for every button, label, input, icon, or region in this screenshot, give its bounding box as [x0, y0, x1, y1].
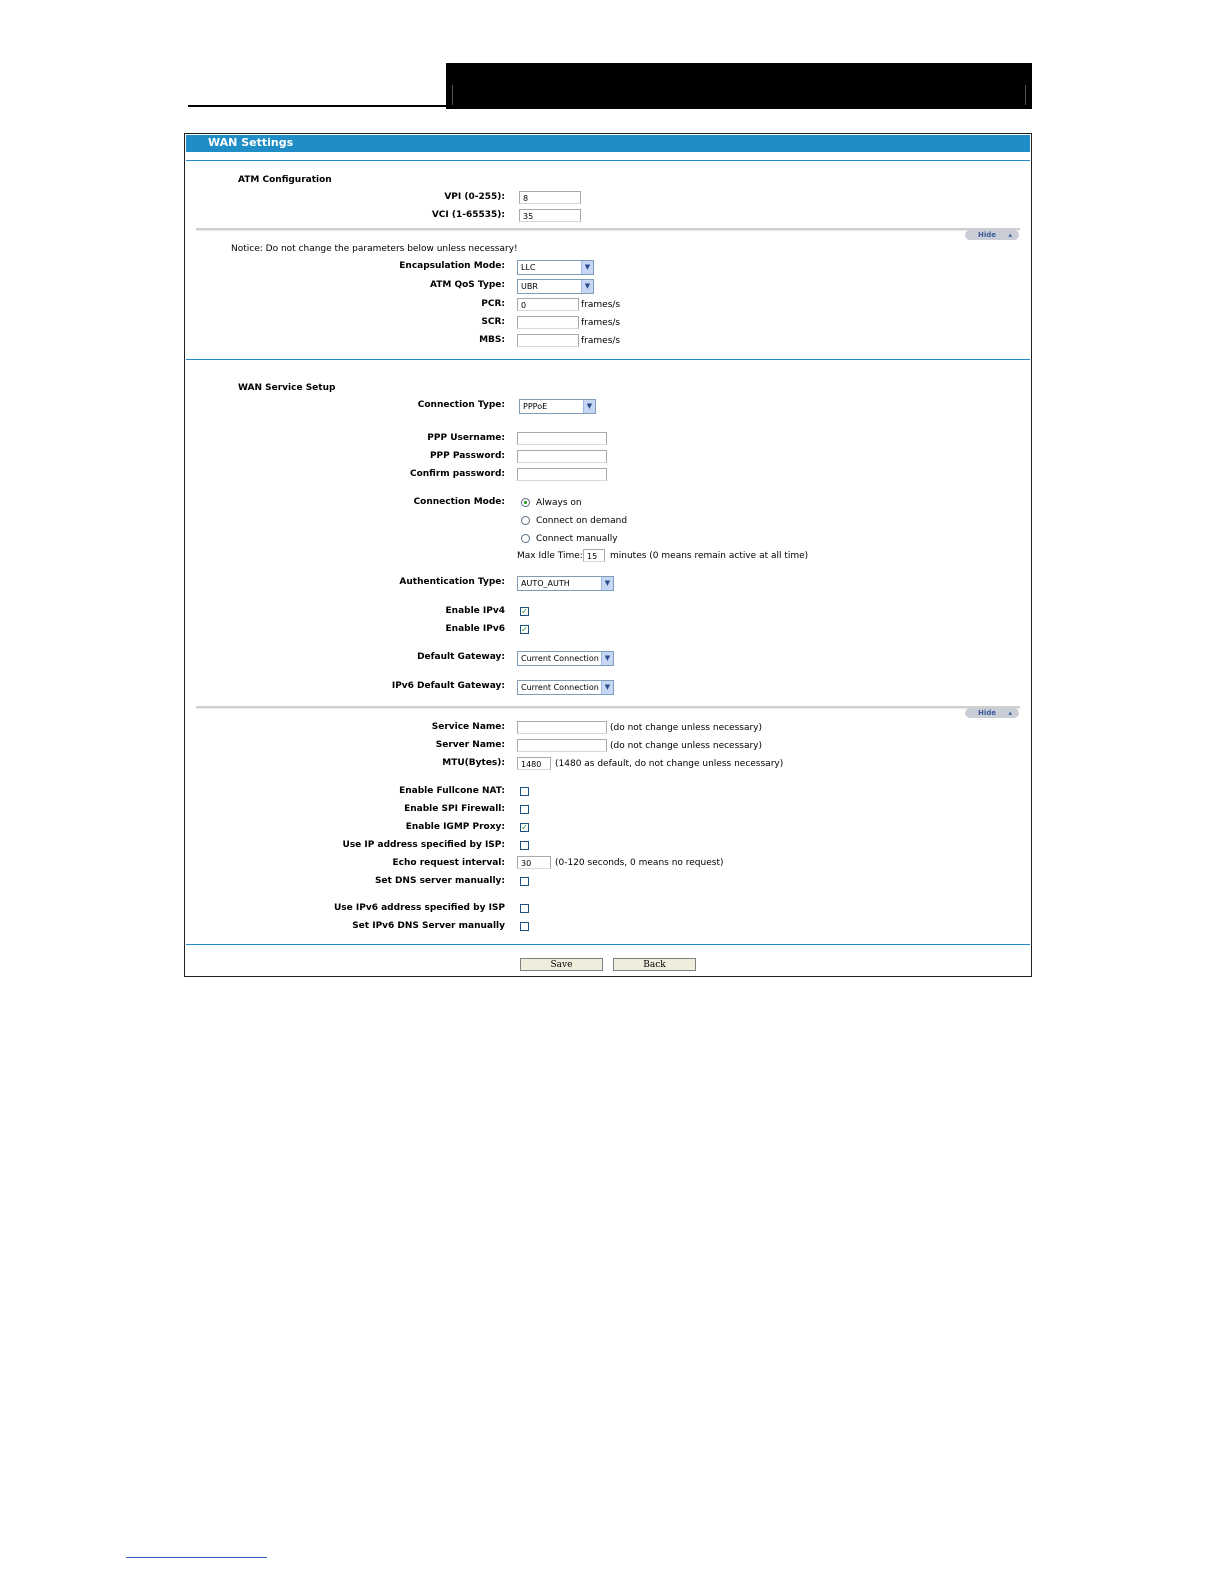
chevron-down-icon[interactable]: ▼	[601, 577, 613, 590]
vpi-input[interactable]: 8	[519, 191, 581, 204]
chevron-down-icon[interactable]: ▼	[583, 400, 595, 413]
header-tick	[1025, 85, 1026, 105]
encapsulation-label: Encapsulation Mode:	[399, 261, 505, 271]
connection-mode-label: Connection Mode:	[413, 497, 505, 507]
enable-ipv4-label: Enable IPv4	[445, 606, 505, 616]
fullcone-nat-label: Enable Fullcone NAT:	[399, 786, 505, 796]
vpi-label: VPI (0-255):	[444, 192, 505, 202]
confirm-password-label: Confirm password:	[409, 469, 505, 479]
service-name-label: Service Name:	[431, 722, 505, 732]
mtu-note: (1480 as default, do not change unless necessary)	[555, 759, 784, 769]
wan-settings-panel	[184, 133, 1032, 977]
ppp-password-label: PPP Password:	[429, 451, 505, 461]
max-idle-input[interactable]: 15	[583, 549, 605, 562]
echo-interval-label: Echo request interval:	[392, 858, 505, 868]
qos-value: UBR	[521, 282, 538, 291]
set-dns-checkbox[interactable]	[520, 877, 529, 886]
use-isp-ipv6-label: Use IPv6 address specified by ISP	[334, 903, 505, 913]
enable-ipv4-checkbox[interactable]	[520, 607, 529, 616]
footer-link-rule	[126, 1557, 267, 1558]
ipv6-gateway-value: Current Connection	[521, 683, 599, 692]
ppp-password-input[interactable]	[517, 450, 607, 463]
header-tick	[452, 85, 453, 105]
echo-interval-input[interactable]: 30	[517, 856, 551, 869]
ppp-username-label: PPP Username:	[427, 433, 505, 443]
qos-label: ATM QoS Type:	[429, 280, 505, 290]
notice-text: Notice: Do not change the parameters below unless necessary!	[231, 244, 518, 254]
pcr-label: PCR:	[481, 299, 505, 309]
separator	[186, 160, 1030, 161]
qos-select[interactable]	[517, 279, 594, 294]
server-name-label: Server Name:	[435, 740, 505, 750]
separator	[196, 228, 1020, 231]
default-gateway-label: Default Gateway:	[417, 652, 505, 662]
set-dns-label: Set DNS server manually:	[374, 876, 505, 886]
radio-connect-manually[interactable]	[521, 534, 530, 543]
save-button[interactable]: Save	[520, 958, 603, 971]
default-gateway-value: Current Connection	[521, 654, 599, 663]
service-name-input[interactable]	[517, 721, 607, 734]
set-ipv6-dns-checkbox[interactable]	[520, 922, 529, 931]
enable-ipv6-label: Enable IPv6	[445, 624, 505, 634]
hide-advanced-button[interactable]	[965, 708, 1019, 718]
always-on-label: Always on	[536, 498, 582, 508]
separator	[186, 944, 1030, 945]
use-isp-ip-checkbox[interactable]	[520, 841, 529, 850]
server-name-note: (do not change unless necessary)	[610, 741, 763, 751]
enable-ipv6-checkbox[interactable]	[520, 625, 529, 634]
connection-type-select[interactable]	[519, 399, 596, 414]
pcr-input[interactable]: 0	[517, 298, 579, 311]
back-button[interactable]: Back	[613, 958, 696, 971]
mtu-input[interactable]: 1480	[517, 757, 551, 770]
connection-type-label: Connection Type:	[417, 400, 505, 410]
auth-type-value: AUTO_AUTH	[521, 579, 570, 588]
confirm-password-input[interactable]	[517, 468, 607, 481]
vci-input[interactable]: 35	[519, 209, 581, 222]
igmp-proxy-label: Enable IGMP Proxy:	[405, 822, 505, 832]
scr-label: SCR:	[481, 317, 505, 327]
radio-connect-on-demand[interactable]	[521, 516, 530, 525]
title-bar	[186, 135, 1030, 152]
spi-firewall-label: Enable SPI Firewall:	[404, 804, 505, 814]
igmp-proxy-checkbox[interactable]	[520, 823, 529, 832]
encapsulation-value: LLC	[521, 263, 536, 272]
use-isp-ip-label: Use IP address specified by ISP:	[342, 840, 505, 850]
set-ipv6-dns-label: Set IPv6 DNS Server manually	[352, 921, 505, 931]
mbs-unit: frames/s	[581, 336, 621, 346]
hide-label: Hide	[978, 709, 997, 717]
collapse-icon: ▴	[1008, 231, 1012, 239]
ipv6-gateway-label: IPv6 Default Gateway:	[391, 681, 505, 691]
check-icon: ✓	[521, 607, 528, 616]
separator	[196, 706, 1020, 709]
default-gateway-select[interactable]	[517, 651, 614, 666]
chevron-down-icon[interactable]: ▼	[601, 652, 613, 665]
radio-always-on[interactable]	[521, 498, 530, 507]
wan-section-title: WAN Service Setup	[238, 383, 336, 393]
server-name-input[interactable]	[517, 739, 607, 752]
check-icon: ✓	[521, 823, 528, 832]
mtu-label: MTU(Bytes):	[442, 758, 505, 768]
separator	[186, 359, 1030, 360]
max-idle-note: minutes (0 means remain active at all time)	[610, 551, 809, 561]
vci-label: VCI (1-65535):	[431, 210, 505, 220]
connection-type-value: PPPoE	[523, 402, 548, 411]
scr-unit: frames/s	[581, 318, 621, 328]
chevron-down-icon[interactable]: ▼	[601, 681, 613, 694]
mbs-label: MBS:	[479, 335, 505, 345]
hide-label: Hide	[978, 231, 997, 239]
mbs-input[interactable]	[517, 334, 579, 347]
page-title: WAN Settings	[208, 136, 294, 149]
encapsulation-select[interactable]	[517, 260, 594, 275]
echo-interval-note: (0-120 seconds, 0 means no request)	[555, 858, 724, 868]
connect-manually-label: Connect manually	[536, 534, 618, 544]
ipv6-gateway-select[interactable]	[517, 680, 614, 695]
scr-input[interactable]	[517, 316, 579, 329]
max-idle-label: Max Idle Time:	[517, 551, 583, 561]
check-icon: ✓	[521, 625, 528, 634]
chevron-down-icon[interactable]: ▼	[581, 280, 593, 293]
header-rule	[188, 105, 446, 107]
chevron-down-icon[interactable]: ▼	[581, 261, 593, 274]
pcr-unit: frames/s	[581, 300, 621, 310]
auth-type-label: Authentication Type:	[399, 577, 505, 587]
hide-atm-button[interactable]	[965, 230, 1019, 240]
atm-section-title: ATM Configuration	[238, 175, 332, 185]
header-bar	[446, 63, 1032, 109]
ppp-username-input[interactable]	[517, 432, 607, 445]
connect-on-demand-label: Connect on demand	[536, 516, 628, 526]
spi-firewall-checkbox[interactable]	[520, 805, 529, 814]
service-name-note: (do not change unless necessary)	[610, 723, 763, 733]
collapse-icon: ▴	[1008, 709, 1012, 717]
auth-type-select[interactable]	[517, 576, 614, 591]
use-isp-ipv6-checkbox[interactable]	[520, 904, 529, 913]
fullcone-nat-checkbox[interactable]	[520, 787, 529, 796]
